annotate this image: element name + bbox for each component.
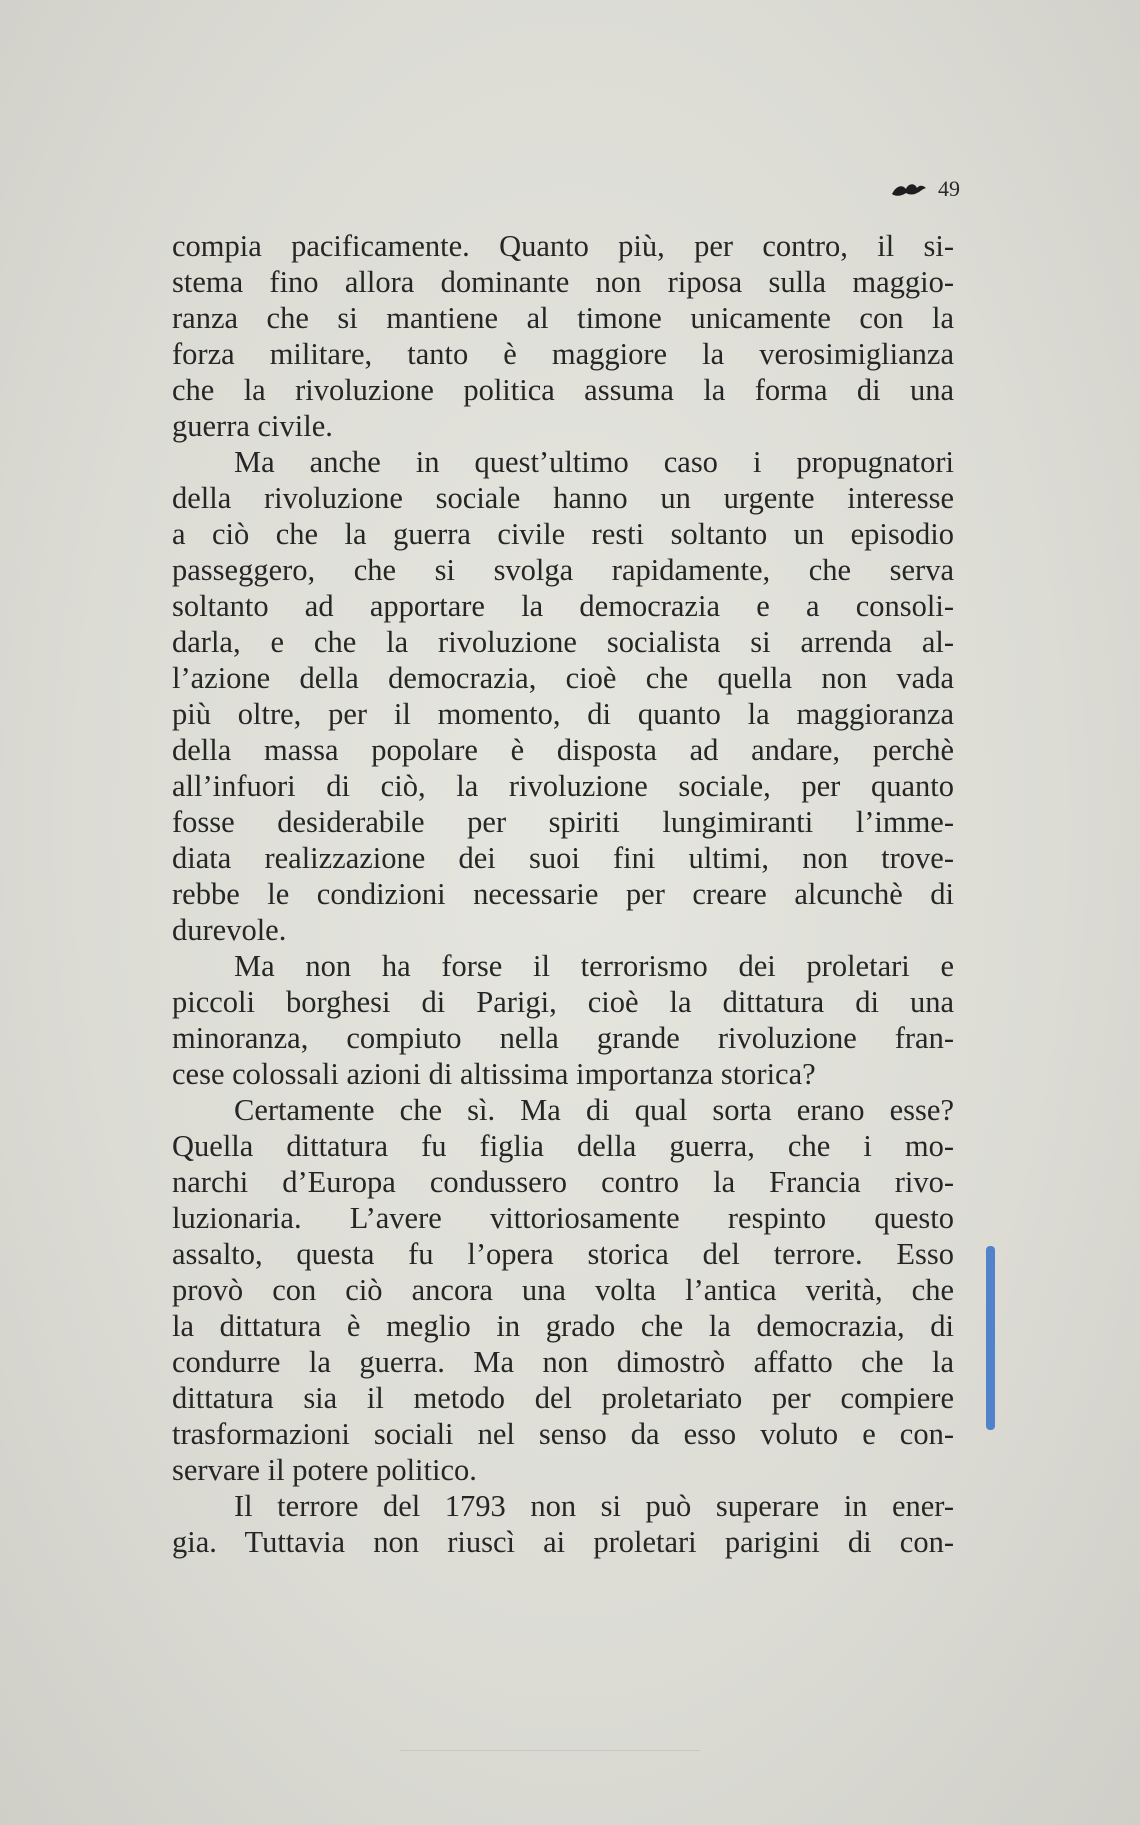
text-line: della massa popolare è disposta ad andare, perchè: [172, 733, 954, 767]
text-line: Ma non ha forse il terrorismo dei proletari e: [234, 949, 954, 983]
bottom-faint-rule: [400, 1750, 700, 1751]
text-line: compia pacificamente. Quanto più, per contro, il si-: [172, 229, 954, 263]
text-line: fosse desiderabile per spiriti lungimiranti l’imme-: [172, 805, 954, 839]
text-line: guerra civile.: [172, 409, 333, 443]
text-line: Il terrore del 1793 non si può superare in ener-: [234, 1489, 954, 1523]
text-line: Quella dittatura fu figlia della guerra, che i mo-: [172, 1129, 954, 1163]
text-line: Certamente che sì. Ma di qual sorta erano esse?: [234, 1093, 954, 1127]
text-line: passeggero, che si svolga rapidamente, che serva: [172, 553, 954, 587]
text-line: darla, e che la rivoluzione socialista si arrenda al-: [172, 625, 954, 659]
text-line: cese colossali azioni di altissima importanza storica?: [172, 1057, 816, 1091]
text-line: gia. Tuttavia non riuscì ai proletari parigini di con-: [172, 1525, 954, 1559]
blue-pencil-margin-mark: [986, 1246, 995, 1430]
text-line: la dittatura è meglio in grado che la democrazia, di: [172, 1309, 954, 1343]
text-line: Ma anche in quest’ultimo caso i propugnatori: [234, 445, 954, 479]
text-line: rebbe le condizioni necessarie per creare alcunchè di: [172, 877, 954, 911]
text-line: servare il potere politico.: [172, 1453, 477, 1487]
text-line: soltanto ad apportare la democrazia e a consoli-: [172, 589, 954, 623]
text-line: dittatura sia il metodo del proletariato per compiere: [172, 1381, 954, 1415]
text-line: ranza che si mantiene al timone unicamente con la: [172, 301, 954, 335]
text-line: luzionaria. L’avere vittoriosamente respinto questo: [172, 1201, 954, 1235]
text-line: provò con ciò ancora una volta l’antica verità, che: [172, 1273, 954, 1307]
text-line: l’azione della democrazia, cioè che quella non vada: [172, 661, 954, 695]
body-text: [172, 228, 954, 1560]
text-line: forza militare, tanto è maggiore la verosimiglianza: [172, 337, 954, 371]
text-line: durevole.: [172, 913, 287, 947]
text-line: che la rivoluzione politica assuma la forma di una: [172, 373, 954, 407]
text-line: diata realizzazione dei suoi fini ultimi, non trove-: [172, 841, 954, 875]
text-line: piccoli borghesi di Parigi, cioè la dittatura di una: [172, 985, 954, 1019]
text-line: narchi d’Europa condussero contro la Francia rivo-: [172, 1165, 954, 1199]
text-line: più oltre, per il momento, di quanto la maggioranza: [172, 697, 954, 731]
fleuron-ornament-icon: [890, 180, 928, 198]
page-number: 49: [938, 176, 960, 201]
page-header: [890, 176, 960, 202]
text-line: assalto, questa fu l’opera storica del terrore. Esso: [172, 1237, 954, 1271]
text-line: condurre la guerra. Ma non dimostrò affatto che la: [172, 1345, 954, 1379]
text-line: minoranza, compiuto nella grande rivoluzione fran-: [172, 1021, 954, 1055]
text-line: stema fino allora dominante non riposa sulla maggio-: [172, 265, 954, 299]
text-line: trasformazioni sociali nel senso da esso voluto e con-: [172, 1417, 954, 1451]
text-line: a ciò che la guerra civile resti soltanto un episodio: [172, 517, 954, 551]
text-line: all’infuori di ciò, la rivoluzione sociale, per quanto: [172, 769, 954, 803]
text-line: della rivoluzione sociale hanno un urgente interesse: [172, 481, 954, 515]
